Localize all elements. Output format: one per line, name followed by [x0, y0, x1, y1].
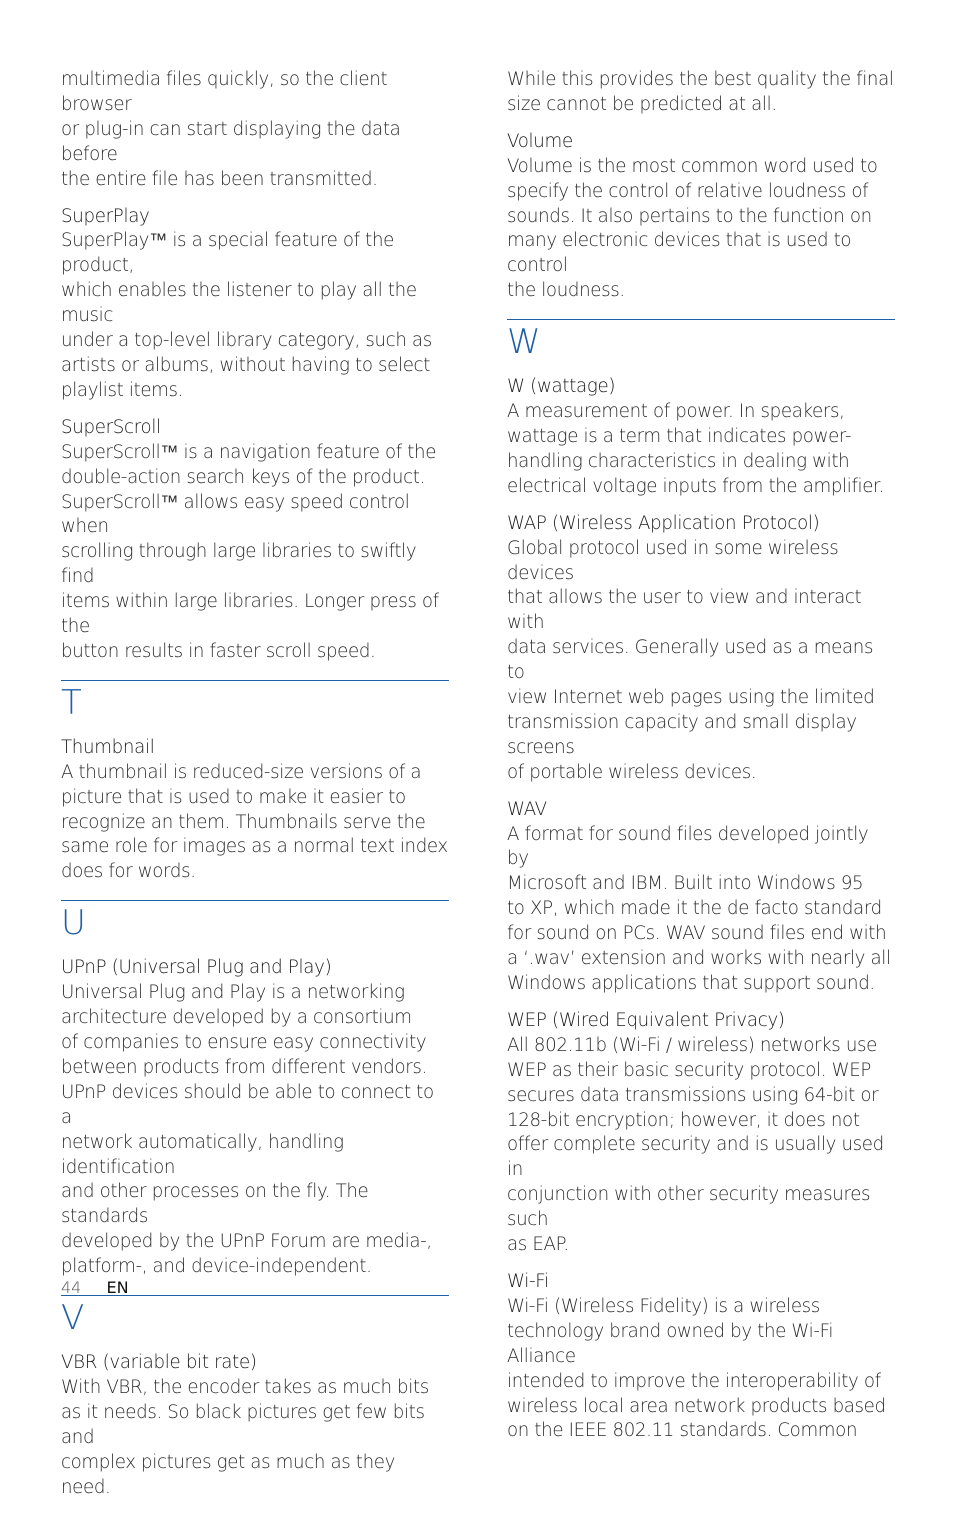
glossary-entry-vbr [61, 1351, 449, 1500]
right-column [507, 68, 895, 1456]
section-letter: W [507, 322, 541, 363]
glossary-term: WAP (Wireless Application Protocol) [507, 512, 820, 534]
glossary-definition: A measurement of power. In speakers, wattage is a term that indicates power- handling characteristics in dealing with electrical voltage inputs from the amplifier. [507, 401, 884, 497]
glossary-entry-superscroll [61, 416, 449, 665]
glossary-definition: Global protocol used in some wireless devices that allows the user to view and interact with data services. Generally used as a means to view Internet web pages using the limited transmission capacity and small display screens of portable wireless devices. [507, 537, 875, 783]
section-letter: U [61, 903, 86, 944]
glossary-definition: Universal Plug and Play is a networking architecture developed by a consortium of companies to ensure easy connectivity between products from different vendors. UPnP devices should be able to connect to a network automatically, handling identification and other processes on the fly. The standards developed by the UPnP Forum are media-, platform-, and device-independent. [61, 982, 434, 1278]
section-u [61, 900, 449, 1280]
glossary-entry-wep [507, 1009, 895, 1258]
glossary-term: WAV [507, 798, 547, 820]
section-letter: T [61, 682, 82, 723]
glossary-definition: A thumbnail is reduced-size versions of a picture that is used to make it easier to recognize an them. Thumbnails serve the same role for images as a normal text index does for words. [61, 761, 448, 883]
glossary-entry-volume [507, 130, 895, 304]
glossary-entry-superplay [61, 205, 449, 404]
glossary-term: UPnP (Universal Plug and Play) [61, 957, 332, 979]
glossary-term: WEP (Wired Equivalent Privacy) [507, 1009, 785, 1031]
glossary-entry-wattage [507, 375, 895, 500]
section-divider [507, 319, 895, 320]
glossary-entry-wap [507, 512, 895, 786]
page-number: 44 [61, 1278, 82, 1297]
glossary-entry-wav [507, 798, 895, 997]
glossary-definition: All 802.11b (Wi-Fi / wireless) networks use WEP as their basic security protocol. WEP secures data transmissions using 64-bit or 128-bit encryption; however, it does not offer complete security and is usually used in conjunction with other security measures such as EAP. [507, 1034, 884, 1256]
glossary-entry-wifi [507, 1270, 895, 1444]
glossary-definition: Wi-Fi (Wireless Fidelity) is a wireless technology brand owned by the Wi-Fi Alliance intended to improve the interoperability of wireless local area network products based on the IEEE 802.11 standards. Common [507, 1295, 886, 1442]
continued-text: While this provides the best quality the final size cannot be predicted at all. [507, 69, 894, 115]
glossary-term: Wi-Fi [507, 1270, 549, 1292]
glossary-entry-upnp [61, 956, 449, 1280]
glossary-definition: A format for sound files developed jointly by Microsoft and IBM. Built into Windows 95 to XP, which made it the de facto standard for sound on PCs. WAV sound files end with a ‘.wav’ extension and works with nearly all Windows applications that support sound. [507, 823, 891, 994]
glossary-definition: SuperPlay™ is a special feature of the product, which enables the listener to play all the music under a top-level library category, such as artists or albums, without having to select playlist items. [61, 230, 432, 401]
glossary-term: VBR (variable bit rate) [61, 1352, 257, 1374]
glossary-entry-thumbnail [61, 736, 449, 885]
glossary-definition: SuperScroll™ is a navigation feature of the double-action search keys of the product. SuperScroll™ allows easy speed control when scrolling through large libraries to swiftly find items within large libraries. Longer press of the button results in faster scroll speed. [61, 441, 439, 662]
page-footer [61, 1278, 129, 1297]
glossary-term: SuperPlay [61, 205, 150, 227]
glossary-term: W (wattage) [507, 376, 616, 398]
glossary-definition: With VBR, the encoder takes as much bits as it needs. So black pictures get few bits and complex pictures get as much as they need. [61, 1376, 429, 1498]
section-t [61, 680, 449, 885]
glossary-term: SuperScroll [61, 416, 161, 438]
language-code: EN [106, 1278, 129, 1297]
glossary-definition: Volume is the most common word used to specify the control of relative loudness of sounds. It also pertains to the function on many electronic devices that is used to control the loudness. [507, 155, 878, 302]
section-divider [61, 900, 449, 901]
section-w [507, 319, 895, 1444]
glossary-term: Thumbnail [61, 736, 155, 758]
section-divider [61, 680, 449, 681]
section-v [61, 1295, 449, 1500]
glossary-term: Volume [507, 130, 573, 152]
section-letter: V [61, 1298, 85, 1339]
continued-text: multimedia files quickly, so the client browser or plug-in can start displaying the data before the entire file has been transmitted. [61, 69, 401, 190]
